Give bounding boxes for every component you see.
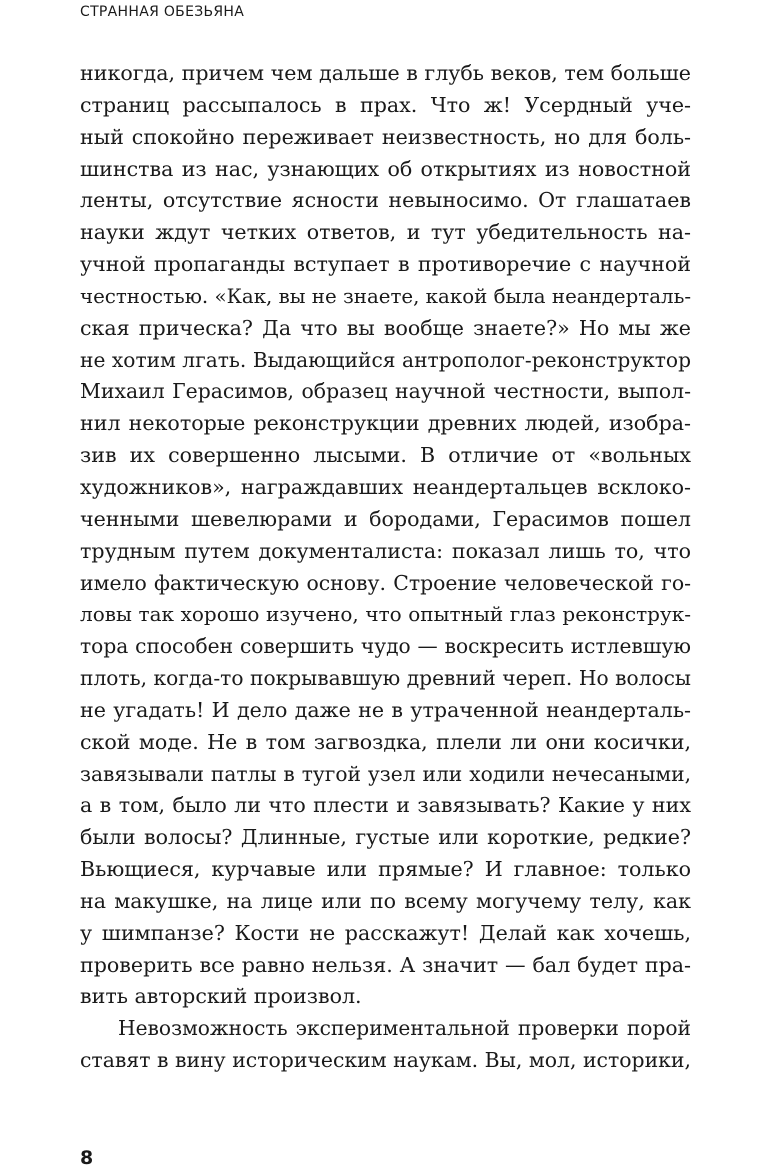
text-line: ставят в вину историческим наукам. Вы, мол, историки, [80, 1048, 691, 1073]
page-number: 8 [80, 1147, 94, 1169]
text-line: имело фактическую основу. Строение человеческой го- [80, 570, 691, 595]
text-line: не хотим лгать. Выдающийся антрополог-реконструктор [80, 347, 691, 372]
text-line: зив их совершенно лысыми. В отличие от «вольных [80, 443, 691, 468]
text-line: ской моде. Не в том загвоздка, плели ли они косички, [80, 729, 691, 754]
text-line: были волосы? Длинные, густые или короткие, редкие? [80, 825, 691, 850]
running-head: СТРАННАЯ ОБЕЗЬЯНА [80, 4, 245, 20]
text-line: плоть, когда-то покрывавшую древний череп. Но волосы [80, 666, 691, 691]
text-line: Вьющиеся, курчавые или прямые? И главное: только [80, 857, 691, 882]
text-line: ченными шевелюрами и бородами, Герасимов пошел [80, 506, 691, 531]
text-line: не угадать! И дело даже не в утраченной неандерталь- [80, 697, 691, 722]
text-line: науки ждут четких ответов, и тут убедительность на- [80, 220, 691, 245]
text-line: учной пропаганды вступает в противоречие с научной [80, 252, 691, 277]
text-line: никогда, причем чем дальше в глубь веков, тем больше [80, 61, 691, 85]
text-line: а в том, было ли что плести и завязывать? Какие у них [80, 793, 691, 818]
text-line: шинства из нас, узнающих об открытиях из новостной [80, 156, 691, 181]
text-line: на макушке, на лице или по всему могучему телу, как [80, 888, 691, 913]
text-line: проверить все равно нельзя. А значит — бал будет пра- [80, 952, 691, 977]
text-line: художников», награждавших неандертальцев всклоко- [80, 474, 691, 499]
paragraph-start-line: Невозможность экспериментальной проверки порой [118, 1016, 691, 1041]
text-line: честностью. «Как, вы не знаете, какой была неандерталь- [80, 284, 691, 308]
text-line: завязывали патлы в тугой узел или ходили нечесаными, [80, 761, 691, 786]
text-line: у шимпанзе? Кости не расскажут! Делай как хочешь, [80, 920, 691, 945]
text-line: Михаил Герасимов, образец научной честности, выпол- [80, 379, 691, 404]
text-line: ловы так хорошо изучено, что опытный глаз реконструк- [80, 602, 691, 627]
text-line: ный спокойно переживает неизвестность, но для боль- [80, 124, 691, 149]
text-line: тора способен совершить чудо — воскресить истлевшую [80, 634, 691, 659]
text-line: нил некоторые реконструкции древних людей, изобра- [80, 411, 691, 436]
text-line: трудным путем документалиста: показал лишь то, что [80, 538, 691, 563]
body-text [80, 58, 691, 1077]
text-line: ская прическа? Да что вы вообще знаете?» Но мы же [80, 315, 691, 340]
paragraph-end-line: вить авторский произвол. [80, 984, 362, 1009]
text-line: страниц рассыпалось в прах. Что ж! Усердный уче- [80, 92, 691, 117]
text-line: ленты, отсутствие ясности невыносимо. От глашатаев [80, 188, 691, 213]
